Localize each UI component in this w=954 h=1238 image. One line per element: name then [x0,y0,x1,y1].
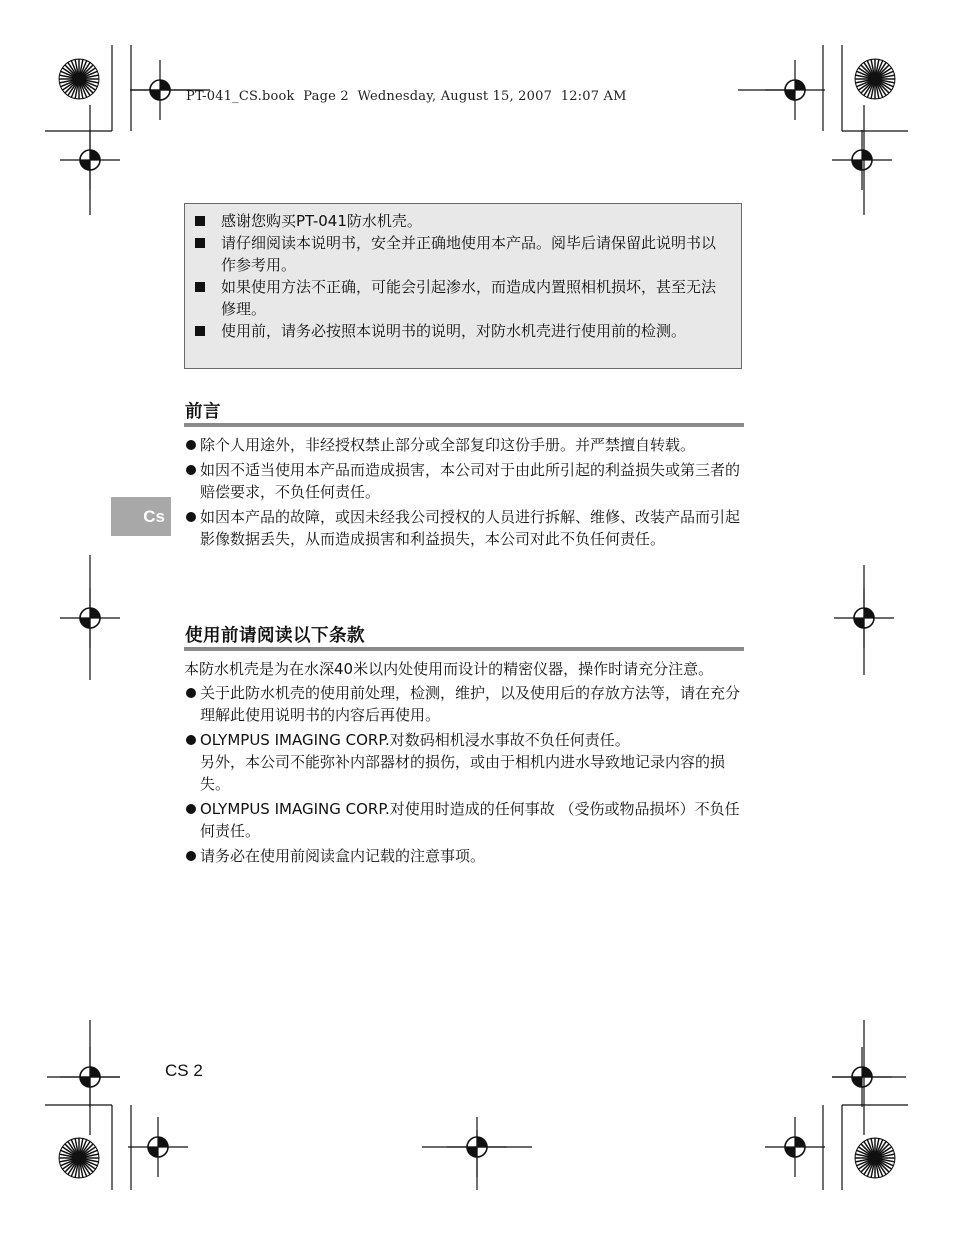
list-item-line: 另外，本公司不能弥补内部器材的损伤，或由于相机内进水导致地记录内容的损失。 [200,753,726,793]
notice-item [195,210,729,232]
notice-text: 感谢您购买PT-041防水机壳。 [221,212,422,230]
square-bullet-icon [195,326,205,336]
terms-heading: 使用前请阅读以下条款 [185,626,365,646]
notice-item [195,232,729,276]
notice-text: 使用前，请务必按照本说明书的说明，对防水机壳进行使用前的检测。 [221,322,687,340]
book-header-line: PT-041_CS.book Page 2 Wednesday, August 15, 2007 12:07 AM [186,89,627,104]
terms-rule [184,647,744,651]
language-tab: Cs [111,497,171,536]
list-item-text [200,729,744,795]
notice-box [184,203,742,369]
notice-item [195,320,729,342]
bullet-icon [186,512,196,522]
terms-list [184,658,744,870]
bullet-icon [186,465,196,475]
preface-heading: 前言 [185,402,221,422]
list-item-text: 除个人用途外，非经授权禁止部分或全部复印这份手册。并严禁擅自转载。 [200,436,696,454]
preface-list [184,434,744,553]
list-item [184,459,744,503]
square-bullet-icon [195,238,205,248]
list-item-text: 请务必在使用前阅读盒内记载的注意事项。 [200,847,486,865]
page-number: CS 2 [165,1061,203,1080]
list-item [184,506,744,550]
list-item-text: 如因本产品的故障，或因未经我公司授权的人员进行拆解、维修、改装产品而引起影像数据丢失，从而造成损害和利益损失，本公司对此不负任何责任。 [200,508,741,548]
list-item [184,434,744,456]
list-item [184,845,744,867]
list-item-text: 如因不适当使用本产品而造成损害，本公司对于由此所引起的利益损失或第三者的赔偿要求，不负任何责任。 [200,461,741,501]
list-item [184,798,744,842]
notice-item [195,276,729,320]
bullet-icon [186,735,196,745]
list-item-line: OLYMPUS IMAGING CORP.对数码相机浸水事故不负任何责任。 [200,731,630,749]
list-item [184,729,744,795]
list-item-text: OLYMPUS IMAGING CORP.对使用时造成的任何事故 （受伤或物品损坏）不负任何责任。 [200,800,740,840]
list-item-text: 关于此防水机壳的使用前处理，检测，维护，以及使用后的存放方法等，请在充分理解此使用说明书的内容后再使用。 [200,684,741,724]
list-item [184,682,744,726]
bullet-icon [186,440,196,450]
bullet-icon [186,851,196,861]
square-bullet-icon [195,216,205,226]
preface-rule [184,423,744,427]
square-bullet-icon [195,282,205,292]
bullet-icon [186,688,196,698]
terms-intro: 本防水机壳是为在水深40米以内处使用而设计的精密仪器，操作时请充分注意。 [184,660,714,678]
bullet-icon [186,804,196,814]
notice-text: 如果使用方法不正确，可能会引起渗水，而造成内置照相机损坏，甚至无法修理。 [221,278,717,318]
notice-text: 请仔细阅读本说明书，安全并正确地使用本产品。阅毕后请保留此说明书以作参考用。 [221,234,717,274]
